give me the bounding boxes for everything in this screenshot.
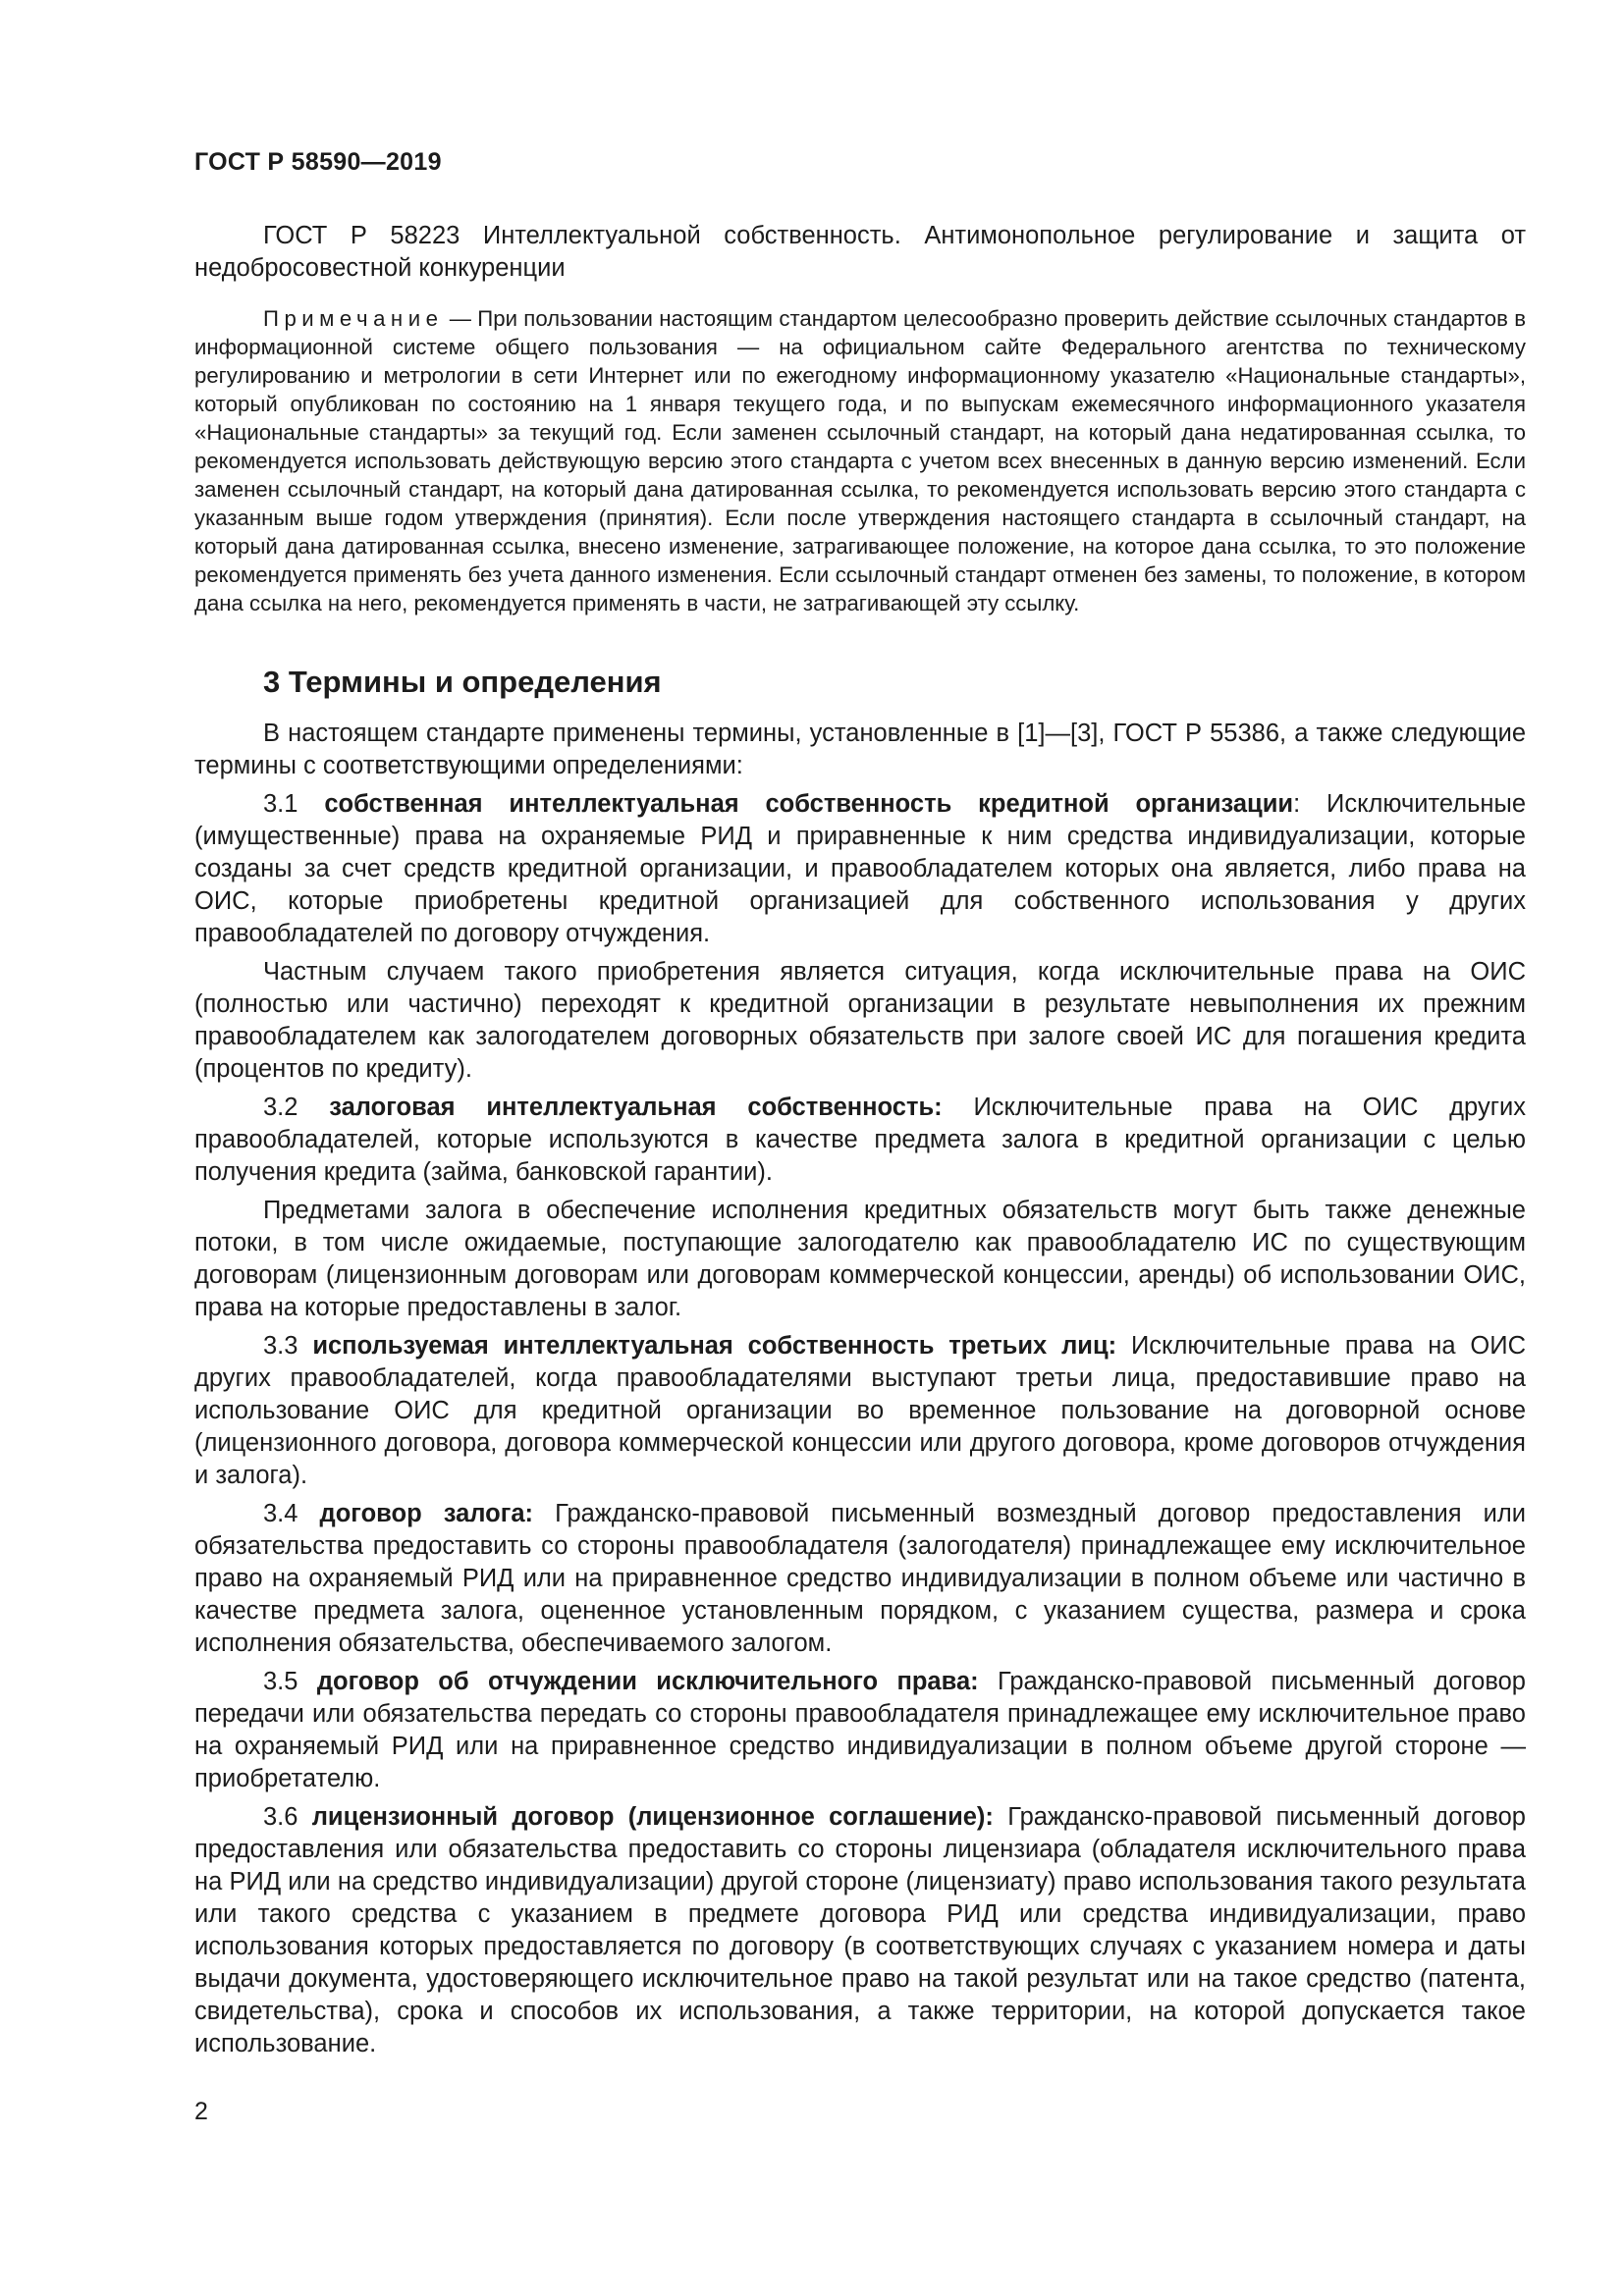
- term-number: 3.6: [263, 1803, 312, 1831]
- term-3-6: [194, 1801, 1526, 2060]
- term-number: 3.1: [263, 790, 325, 818]
- reference-note: [194, 304, 1526, 617]
- term-name: договор об отчуждении исключительного права:: [316, 1668, 979, 1695]
- term-definition: : Исключительные (имущественные) права на охраняемые РИД и приравненные к ним средства индивидуализации, которые созданы за счет средств кредитной организации, и правообладателем которых она является, либо права на ОИС, которые приобретены кредитной организацией для собственного использования у других правообладателей по договору отчуждения.: [194, 790, 1526, 947]
- term-definition: Гражданско-правовой письменный возмездный договор предоставления или обязательства предоставить со стороны правообладателя (залогодателя) принадлежащее ему исключительное право на охраняемый РИД или на приравненное средство индивидуализации в полном объеме или частично в качестве предмета залога, оцененное установленным порядком, с указанием существа, размера и срока исполнения обязательства, обеспечиваемого залогом.: [194, 1500, 1526, 1657]
- term-number: 3.3: [263, 1332, 313, 1360]
- term-name: собственная интеллектуальная собственность кредитной организации: [324, 790, 1294, 818]
- term-definition: Исключительные права на ОИС других правообладателей, которые используются в качестве предмета залога в кредитной организации с целью получения кредита (займа, банковской гарантии).: [194, 1094, 1526, 1186]
- note-text: — При пользовании настоящим стандартом целесообразно проверить действие ссылочных стандартов в информационной системе общего пользования — на официальном сайте Федерального агентства по техническому регулированию и метрологии в сети Интернет или по ежегодному информационному указателю «Национальные стандарты», который опубликован по состоянию на 1 января текущего года, и по выпускам ежемесячного информационного указателя «Национальные стандарты» за текущий год. Если заменен ссылочный стандарт, на который дана недатированная ссылка, то рекомендуется использовать действующую версию этого стандарта с учетом всех внесенных в данную версию изменений. Если заменен ссылочный стандарт, на который дана датированная ссылка, то рекомендуется использовать версию этого стандарта с указанным выше годом утверждения (принятия). Если после утверждения настоящего стандарта в ссылочный стандарт, на который дана датированная ссылка, внесено изменение, затрагивающее положение, на которое дана ссылка, то это положение рекомендуется применять без учета данного изменения. Если ссылочный стандарт отменен без замены, то положение, в котором дана ссылка на него, рекомендуется применять в части, не затрагивающей эту ссылку.: [194, 306, 1526, 615]
- term-name: залоговая интеллектуальная собственность:: [329, 1094, 943, 1121]
- term-3-3: [194, 1330, 1526, 1492]
- term-3-4: [194, 1498, 1526, 1660]
- term-3-5: [194, 1666, 1526, 1795]
- document-page: [194, 147, 1526, 2060]
- term-number: 3.4: [263, 1500, 320, 1527]
- term-name: используемая интеллектуальная собственность третьих лиц:: [312, 1332, 1117, 1360]
- reference-standard: ГОСТ Р 58223 Интеллектуальной собственность. Антимонопольное регулирование и защита от недобросовестной конкуренции: [194, 222, 1526, 282]
- term-3-2-note: Предметами залога в обеспечение исполнения кредитных обязательств могут быть также денежные потоки, в том числе ожидаемые, поступающие залогодателю как правообладателю ИС по существующим договорам (лицензионным договорам или договорам коммерческой концессии, аренды) об использовании ОИС, права на которые предоставлены в залог.: [194, 1197, 1526, 1321]
- page-number: 2: [194, 2098, 208, 2125]
- section-intro: В настоящем стандарте применены термины, установленные в [1]—[3], ГОСТ Р 55386, а также следующие термины с соответствующими определениями:: [194, 720, 1526, 779]
- section-title: 3 Термины и определения: [263, 665, 662, 699]
- note-label: Примечание: [263, 306, 444, 331]
- term-definition: Гражданско-правовой письменный договор передачи или обязательства передать со стороны правообладателя принадлежащее ему исключительное право на охраняемый РИД или на приравненное средство индивидуализации в полном объеме другой стороне — приобретателю.: [194, 1668, 1526, 1792]
- term-3-1-note: Частным случаем такого приобретения является ситуация, когда исключительные права на ОИС (полностью или частично) переходят к кредитной организации в результате невыполнения их прежним правообладателем как залогодателем договорных обязательств при залоге своей ИС для погашения кредита (процентов по кредиту).: [194, 958, 1526, 1083]
- term-number: 3.5: [263, 1668, 317, 1695]
- term-3-2: [194, 1092, 1526, 1189]
- term-name: договор залога:: [319, 1500, 534, 1527]
- document-header: ГОСТ Р 58590—2019: [194, 148, 442, 176]
- term-definition: Гражданско-правовой письменный договор предоставления или обязательства предоставить со стороны лицензиара (обладателя исключительного права на РИД или на средство индивидуализации) другой стороне (лицензиату) право использования такого результата или такого средства с указанием в предмете договора РИД или средства индивидуализации, право использования которых предоставляется по договору (в соответствующих случаях с указанием номера и даты выдачи документа, удостоверяющего исключительное право на такой результат или на такое средство (патента, свидетельства), срока и способов их использования, а также территории, на которой допускается такое использование.: [194, 1803, 1526, 2057]
- term-number: 3.2: [263, 1094, 330, 1121]
- term-definition: Исключительные права на ОИС других правообладателей, когда правообладателями выступают третьи лица, предоставившие право на использование ОИС для кредитной организации во временное пользование на договорной основе (лицензионного договора, договора коммерческой концессии или другого договора, кроме договоров отчуждения и залога).: [194, 1332, 1526, 1489]
- term-name: лицензионный договор (лицензионное соглашение):: [311, 1803, 994, 1831]
- term-3-1: [194, 788, 1526, 950]
